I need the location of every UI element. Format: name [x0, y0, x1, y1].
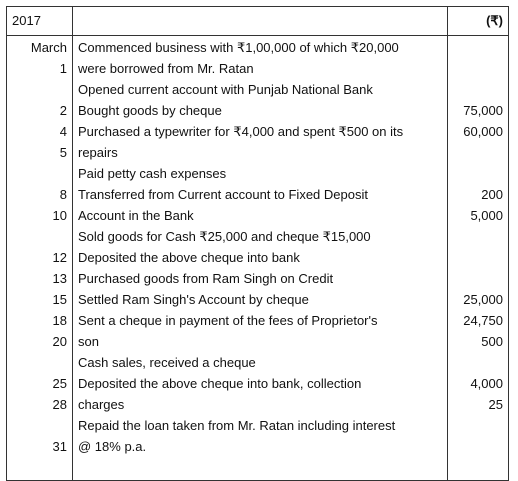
entry-description-line: son	[78, 334, 99, 349]
entry-day: 15	[52, 292, 67, 307]
entry-description-line: Commenced business with ₹1,00,000 of which ₹20,000	[78, 40, 399, 55]
entry-description-line: repairs	[78, 145, 118, 160]
entry-day: 2	[59, 103, 67, 118]
date-column	[7, 36, 73, 481]
entry-amount-spacer	[453, 436, 503, 457]
entry-description-line: Cash sales, received a cheque	[78, 355, 256, 370]
entry-day: 18	[52, 313, 67, 328]
entry-description-line: Bought goods by cheque	[78, 103, 222, 118]
entry-description-line: Sold goods for Cash ₹25,000 and cheque ₹15,000	[78, 229, 371, 244]
description-column	[73, 36, 448, 481]
entry-day: 4	[59, 124, 67, 139]
entry-amount: 25,000	[463, 292, 503, 307]
entry-description-line: Purchased goods from Ram Singh on Credit	[78, 271, 334, 286]
entry-day-spacer	[12, 163, 67, 184]
entry-amount-spacer	[453, 268, 503, 289]
transactions-table	[6, 6, 509, 481]
ledger-container	[6, 6, 509, 481]
entry-day: 1	[59, 61, 67, 76]
entry-day-spacer	[12, 352, 67, 373]
entry-day: 8	[59, 187, 67, 202]
entry-description-line: Account in the Bank	[78, 208, 194, 223]
entry-amount-spacer	[453, 58, 503, 79]
entry-amount-spacer	[453, 415, 503, 436]
entry-amount: 75,000	[463, 103, 503, 118]
entry-amount: 60,000	[463, 124, 503, 139]
entry-amount: 25	[488, 397, 503, 412]
entry-amount: 4,000	[470, 376, 503, 391]
amount-spacer	[453, 37, 503, 58]
entry-amount: 5,000	[470, 208, 503, 223]
entry-description-line: Opened current account with Punjab National Bank	[78, 82, 373, 97]
entry-amount: 200	[481, 187, 503, 202]
date-list	[12, 58, 67, 478]
entry-day: 31	[52, 439, 67, 454]
entry-description-line: Paid petty cash expenses	[78, 166, 227, 181]
entry-day-spacer	[12, 79, 67, 100]
entry-day: 12	[52, 250, 67, 265]
table-body-row	[7, 36, 509, 481]
entry-day: 25	[52, 376, 67, 391]
entry-amount-spacer	[453, 247, 503, 268]
entry-description-line: Deposited the above cheque into bank	[78, 250, 300, 265]
description-list	[78, 37, 442, 457]
table-header-row	[7, 7, 509, 36]
entry-day: 5	[59, 145, 67, 160]
entry-day-spacer	[12, 415, 67, 436]
entry-day: 10	[52, 208, 67, 223]
particulars-header	[73, 7, 448, 36]
entry-description-line: Deposited the above cheque into bank, collection	[78, 376, 362, 391]
entry-amount-spacer	[453, 142, 503, 163]
entry-description-line: @ 18% p.a.	[78, 439, 147, 454]
entry-description-line: Settled Ram Singh's Account by cheque	[78, 292, 309, 307]
year-header: 2017	[7, 7, 73, 36]
entry-amount-spacer	[453, 163, 503, 184]
entry-description-line: were borrowed from Mr. Ratan	[78, 61, 254, 76]
amount-list	[453, 58, 503, 478]
entry-description-line: charges	[78, 397, 125, 412]
entry-amount: 500	[481, 334, 503, 349]
entry-description-line: Sent a cheque in payment of the fees of Proprietor's	[78, 313, 378, 328]
entry-amount-spacer	[453, 352, 503, 373]
entry-day: 28	[52, 397, 67, 412]
amount-column	[448, 36, 509, 481]
entry-day: 20	[52, 334, 67, 349]
entry-amount-spacer	[453, 226, 503, 247]
entry-description-line: Repaid the loan taken from Mr. Ratan including interest	[78, 418, 396, 433]
entry-description-line: Purchased a typewriter for ₹4,000 and spent ₹500 on its	[78, 124, 404, 139]
entry-description-line: Transferred from Current account to Fixed Deposit	[78, 187, 368, 202]
month-label: March	[30, 40, 67, 55]
entry-amount-spacer	[453, 79, 503, 100]
entry-amount: 24,750	[463, 313, 503, 328]
entry-day: 13	[52, 271, 67, 286]
entry-day-spacer	[12, 226, 67, 247]
amount-unit-header: (₹)	[448, 7, 509, 36]
